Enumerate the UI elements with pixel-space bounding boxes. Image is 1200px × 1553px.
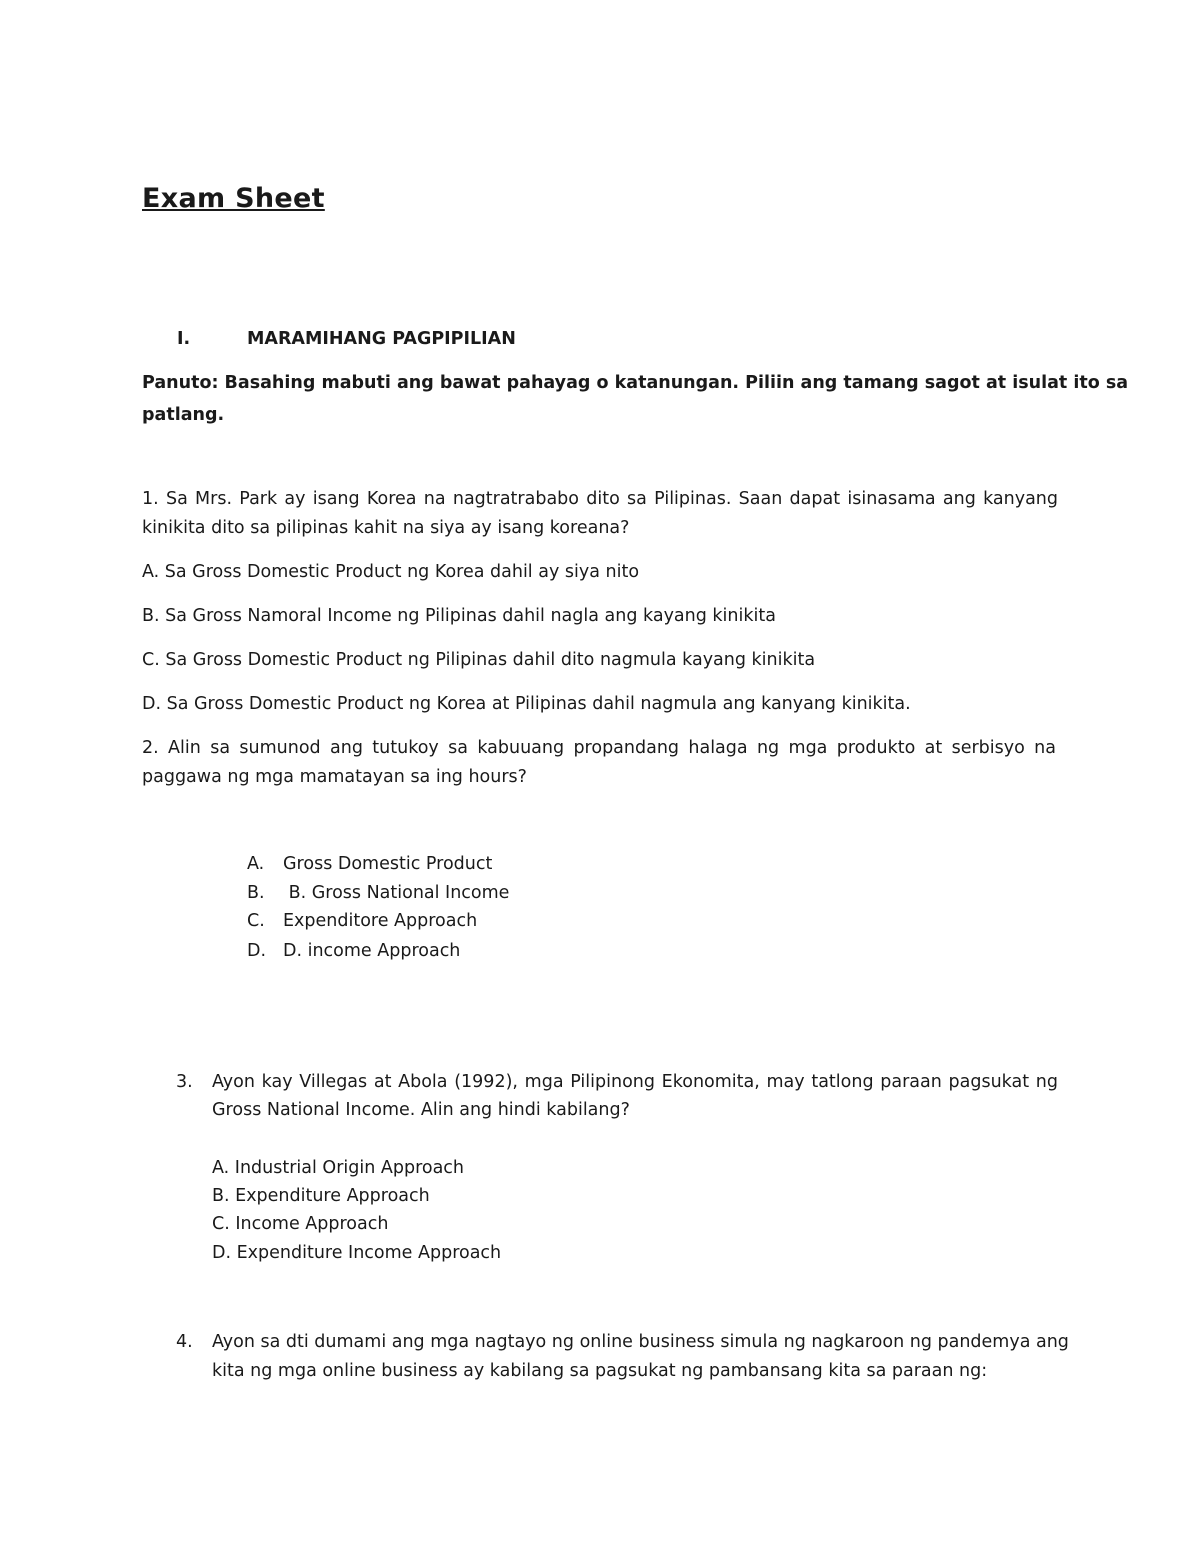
question-2-option-b-letter: B. xyxy=(247,883,265,903)
question-1-option-b: B. Sa Gross Namoral Income ng Pilipinas dahil nagla ang kayang kinikita xyxy=(142,606,776,626)
question-2-option-c-text: Expenditore Approach xyxy=(283,911,478,931)
question-4-line-2: kita ng mga online business ay kabilang sa pagsukat ng pambansang kita sa paraan ng: xyxy=(212,1361,988,1381)
question-2-option-a-letter: A. xyxy=(247,854,265,874)
question-3-line-1: Ayon kay Villegas at Abola (1992), mga Pilipinong Ekonomita, may tatlong paraan pagsukat ng xyxy=(212,1072,1058,1092)
page-title: Exam Sheet xyxy=(142,183,325,214)
question-1-option-d: D. Sa Gross Domestic Product ng Korea at Pilipinas dahil nagmula ang kanyang kinikita. xyxy=(142,694,911,714)
question-4-number: 4. xyxy=(176,1332,193,1352)
question-2-line-2: paggawa ng mga mamatayan sa ing hours? xyxy=(142,767,527,787)
section-heading: MARAMIHANG PAGPIPILIAN xyxy=(247,329,516,349)
question-3-option-a: A. Industrial Origin Approach xyxy=(212,1158,465,1178)
question-4-line-1: Ayon sa dti dumami ang mga nagtayo ng online business simula ng nagkaroon ng pandemya ang xyxy=(212,1332,1069,1352)
question-1-line-1: 1. Sa Mrs. Park ay isang Korea na nagtratrababo dito sa Pilipinas. Saan dapat isinasama ang kanyang xyxy=(142,489,1058,509)
question-3-line-2: Gross National Income. Alin ang hindi kabilang? xyxy=(212,1100,630,1120)
question-2-option-b-text: B. Gross National Income xyxy=(283,883,510,903)
question-3-number: 3. xyxy=(176,1072,193,1092)
question-2-line-1: 2. Alin sa sumunod ang tutukoy sa kabuuang propandang halaga ng mga produkto at serbisyo na xyxy=(142,738,1056,758)
question-3-option-d: D. Expenditure Income Approach xyxy=(212,1243,502,1263)
question-1-option-a: A. Sa Gross Domestic Product ng Korea dahil ay siya nito xyxy=(142,562,640,582)
question-2-option-d-text: D. income Approach xyxy=(283,941,461,961)
instructions-line-1: Panuto: Basahing mabuti ang bawat pahayag o katanungan. Piliin ang tamang sagot at isulat ito sa xyxy=(142,373,1129,393)
question-2-option-d-letter: D. xyxy=(247,941,267,961)
instructions-line-2: patlang. xyxy=(142,405,225,425)
question-2-option-a-text: Gross Domestic Product xyxy=(283,854,493,874)
question-1-option-c: C. Sa Gross Domestic Product ng Pilipinas dahil dito nagmula kayang kinikita xyxy=(142,650,816,670)
question-2-option-c-letter: C. xyxy=(247,911,265,931)
question-3-option-b: B. Expenditure Approach xyxy=(212,1186,430,1206)
question-3-option-c: C. Income Approach xyxy=(212,1214,389,1234)
section-numeral: I. xyxy=(177,329,191,349)
question-1-line-2: kinikita dito sa pilipinas kahit na siya ay isang koreana? xyxy=(142,518,630,538)
